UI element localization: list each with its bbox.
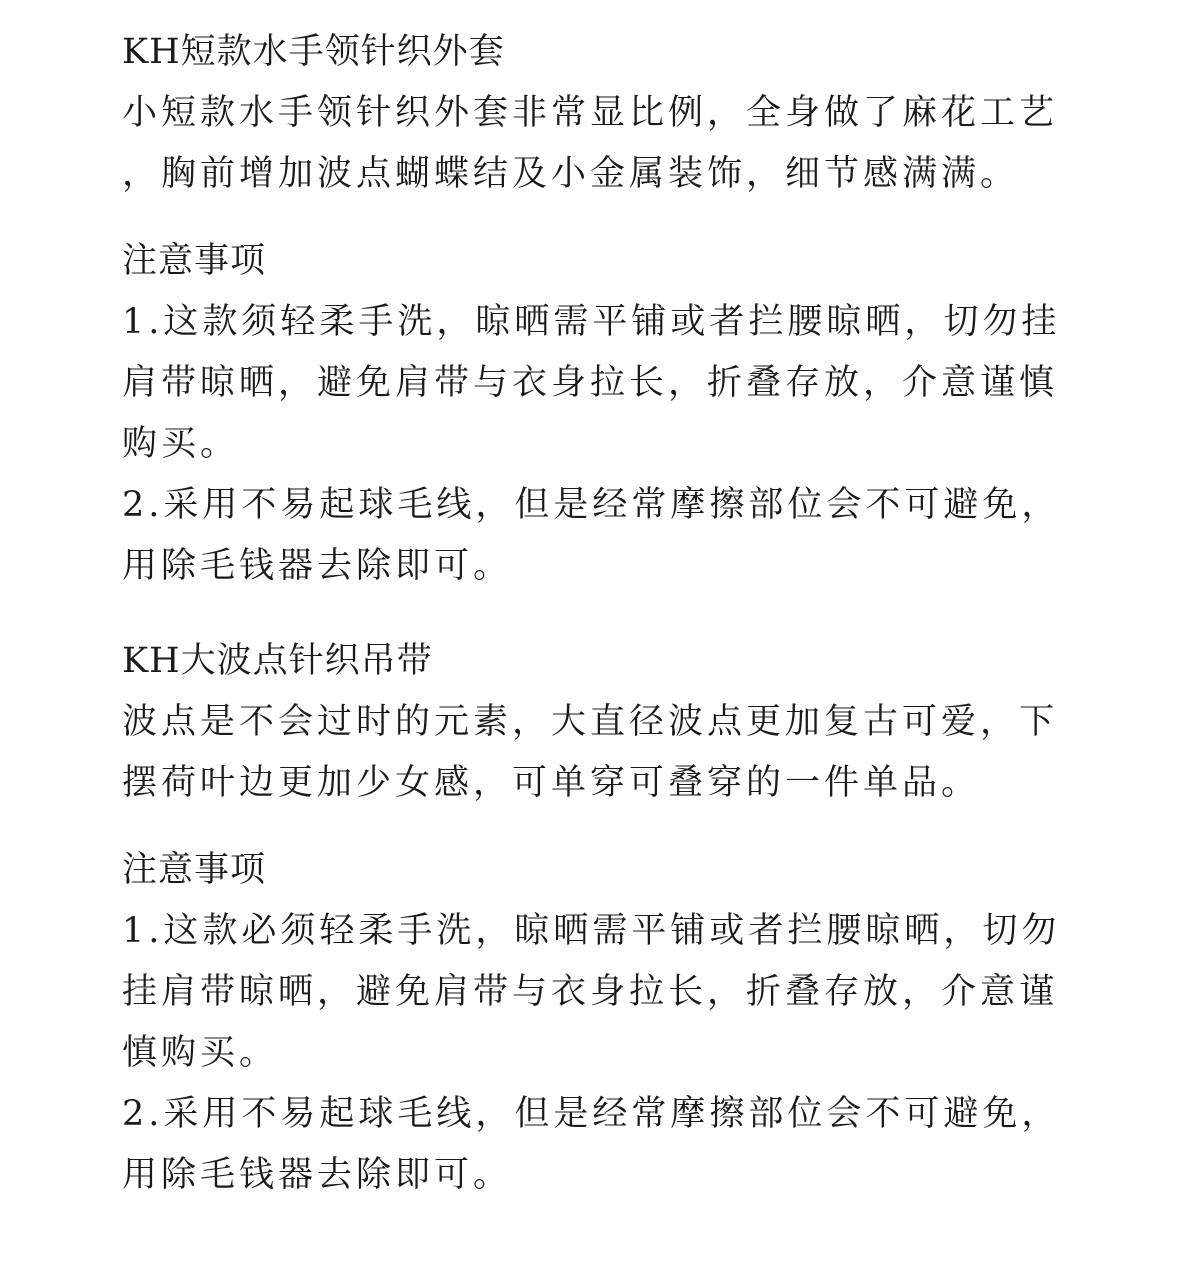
description-line: 摆荷叶边更加少女感，可单穿可叠穿的一件单品。 xyxy=(122,763,981,803)
product-title: KH大波点针织吊带 xyxy=(122,641,433,681)
notes-line: 用除毛钱器去除即可。 xyxy=(122,546,513,586)
notes-heading: 注意事项 xyxy=(122,850,267,890)
description-line: 波点是不会过时的元素，大直径波点更加复古可爱，下 xyxy=(122,702,1059,742)
notes-line: 1.这款必须轻柔手洗，晾晒需平铺或者拦腰晾晒，切勿 xyxy=(122,911,1061,951)
notes-heading: 注意事项 xyxy=(122,241,267,281)
notes-line: 肩带晾晒，避免肩带与衣身拉长，折叠存放，介意谨慎 xyxy=(122,363,1059,403)
notes-line: 挂肩带晾晒，避免肩带与衣身拉长，折叠存放，介意谨 xyxy=(122,972,1059,1012)
product-description-document xyxy=(122,22,1078,1206)
notes-line: 2.采用不易起球毛线，但是经常摩擦部位会不可避免， xyxy=(122,1094,1061,1134)
notes-line: 慎购买。 xyxy=(122,1033,279,1073)
product-title: KH短款水手领针织外套 xyxy=(122,32,505,72)
notes-line: 2.采用不易起球毛线，但是经常摩擦部位会不可避免， xyxy=(122,485,1061,525)
description-line: ，胸前增加波点蝴蝶结及小金属装饰，细节感满满。 xyxy=(122,154,1020,194)
notes-line: 1.这款须轻柔手洗，晾晒需平铺或者拦腰晾晒，切勿挂 xyxy=(122,302,1061,342)
description-line: 小短款水手领针织外套非常显比例，全身做了麻花工艺 xyxy=(122,93,1059,133)
notes-line: 购买。 xyxy=(122,424,240,464)
product-section-camisole xyxy=(122,631,1078,1206)
notes-line: 用除毛钱器去除即可。 xyxy=(122,1155,513,1195)
product-section-cardigan xyxy=(122,22,1078,597)
